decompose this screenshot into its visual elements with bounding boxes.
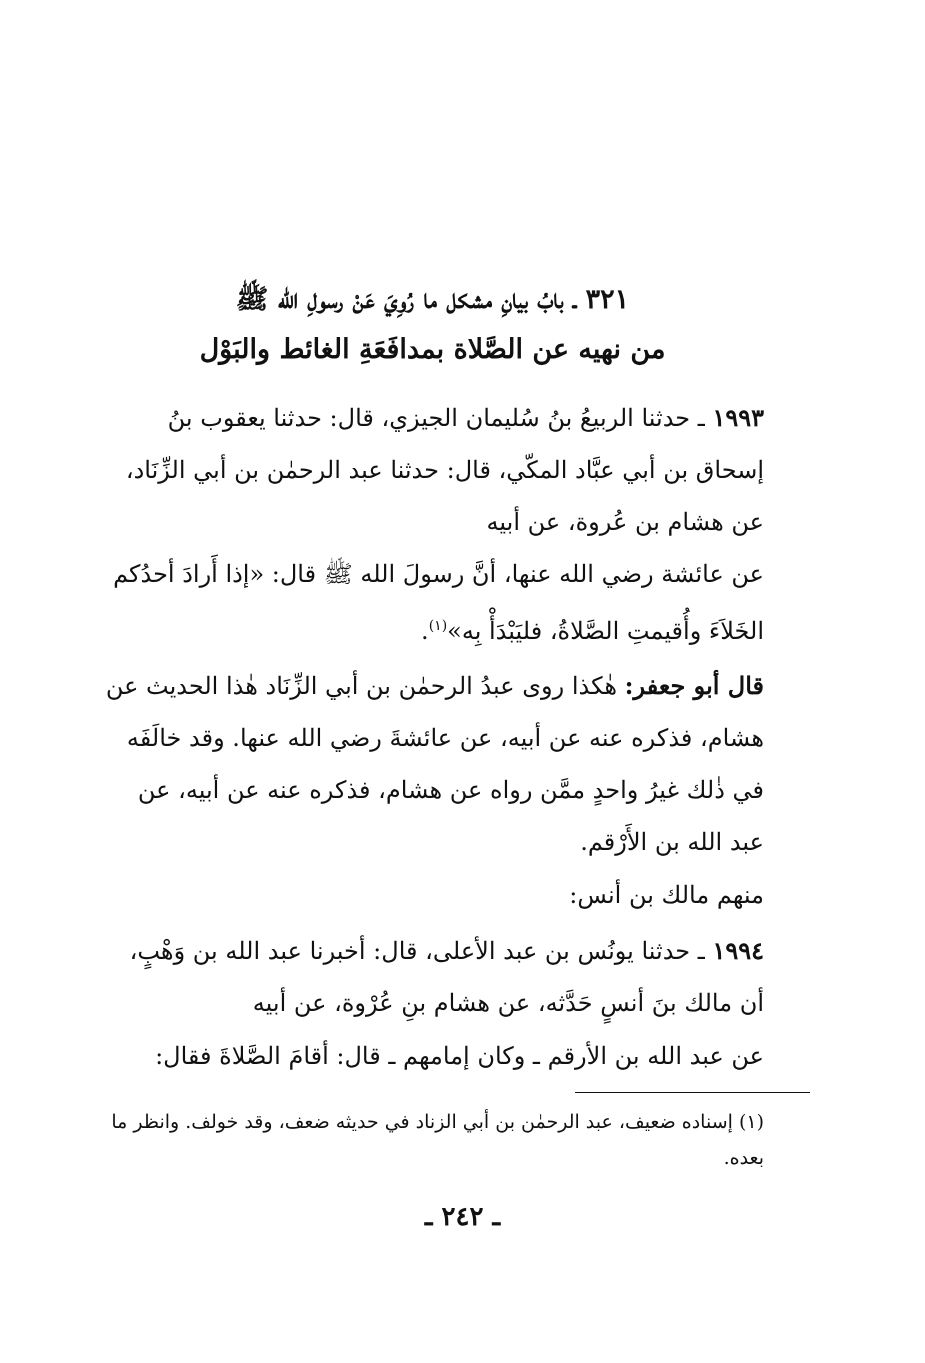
commentary-paragraph	[105, 660, 810, 868]
commentary-speaker: قال أبو جعفر:	[624, 671, 764, 700]
matn-end-mark: .	[421, 617, 429, 645]
hadith-isnad-text: ـ حدثنا يونُس بن عبد الأعلى، قال: أخبرنا عبد الله بن وَهْبٍ، أن مالك بنَ أنسٍ حَدَّثه، عن هشام بنِ عُرْوة، عن أبيه	[129, 937, 764, 1017]
footnote-reference[interactable]: (١)	[428, 618, 448, 634]
hadith-1993-matn	[105, 548, 810, 657]
intro-line: منهم مالك بن أنس:	[569, 881, 764, 909]
commentary-text: هٰكذا روى عبدُ الرحمٰن بن أبي الزِّنَاد هٰذا الحديث عن هشام، فذكره عنه عن أبيه، عن عائشةَ رضي الله عنها. وقد خالَفَه في ذٰلك غيرُ واحدٍ ممَّن رواه عن هشام، فذكره عنه عن أبيه، عن عبد الله بن الأَرْقم.	[105, 672, 764, 856]
matn-text: عن عائشة رضي الله عنها، أنَّ رسولَ الله ﷺ قال: «إذا أَرادَ أحدُكم الخَلاَءَ وأُقيمتِ الصَّلاةُ، فليَبْدَأْ بِه»	[113, 560, 764, 645]
hadith-number: ١٩٩٤	[712, 936, 764, 965]
footnote-divider	[575, 1092, 810, 1093]
hadith-isnad-text: ـ حدثنا الربيعُ بنُ سُليمان الجيزي، قال: حدثنا يعقوب بنُ إسحاق بن أبي عبَّاد المكّي، قال: حدثنا عبد الرحمٰن بن أبي الزِّنَاد، عن هشام بن عُروة، عن أبيه	[125, 404, 764, 536]
chapter-heading-line-2: من نهيه عن الصَّلاة بمدافَعَةِ الغائط والبَوْل	[199, 334, 666, 365]
chapter-heading-line-1: ٣٢١ ـ بابُ بيانِ مشكل ما رُوِيَ عَنْ رسولِ الله ﷺ	[235, 284, 630, 315]
hadith-number: ١٩٩٣	[712, 403, 764, 432]
hadith-1993	[105, 392, 810, 548]
footnote-1: (١) إسناده ضعيف، عبد الرحمٰن بن أبي الزناد في حديثه ضعف، وقد خولف. وانظر ما بعده.	[111, 1111, 764, 1169]
hadith-1994-matn: عن عبد الله بن الأرقم ـ وكان إمامهم ـ قال: أقامَ الصَّلاةَ فقال:	[155, 1042, 764, 1070]
page-number: ـ ٢٤٢ ـ	[424, 1202, 501, 1232]
hadith-1994	[105, 925, 810, 1029]
